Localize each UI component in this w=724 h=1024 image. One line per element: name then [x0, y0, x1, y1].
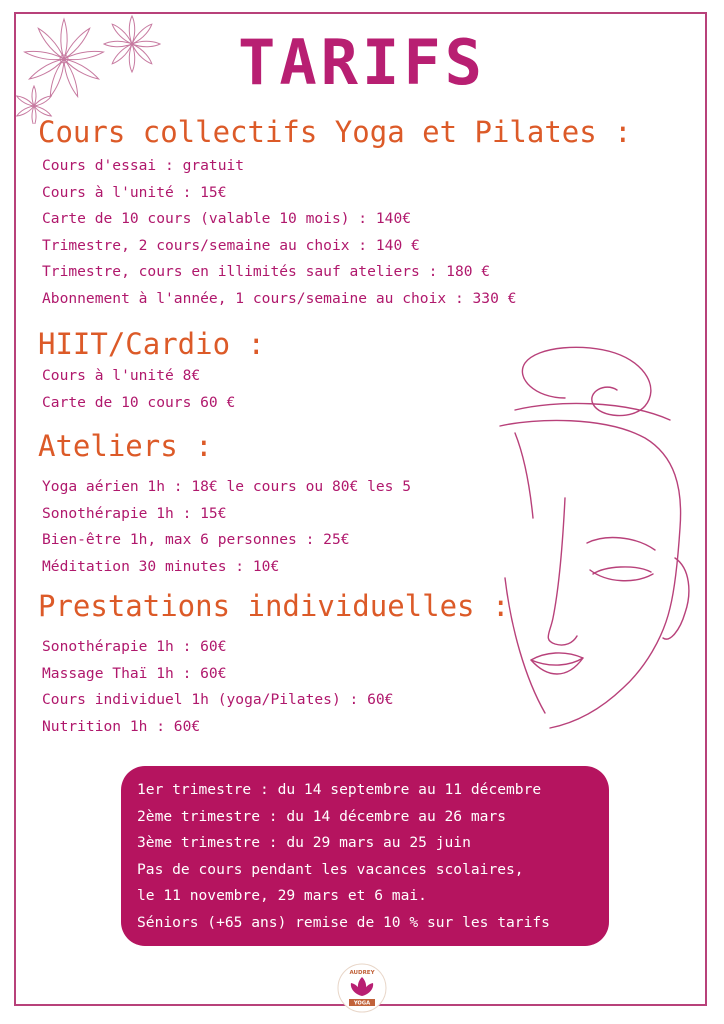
list-item: Carte de 10 cours (valable 10 mois) : 140€	[42, 210, 412, 227]
section-list-individuelles	[42, 634, 393, 740]
section-list-hiit	[42, 363, 235, 416]
info-line: Séniors (+65 ans) remise de 10 % sur les tarifs	[137, 913, 550, 931]
list-item: Méditation 30 minutes : 10€	[42, 557, 280, 575]
trimester-info-box	[121, 766, 609, 946]
info-line: 3ème trimestre : du 29 mars au 25 juin	[137, 834, 471, 851]
info-line: le 11 novembre, 29 mars et 6 mai.	[137, 887, 427, 904]
section-list-ateliers	[42, 474, 411, 580]
section-heading-ateliers: Ateliers :	[38, 429, 213, 463]
list-item: Cours d'essai : gratuit	[42, 157, 245, 174]
lotus-logo-icon	[336, 962, 388, 1014]
list-item: Sonothérapie 1h : 15€	[42, 504, 227, 522]
list-item: Cours à l'unité : 15€	[42, 183, 227, 201]
info-line: Pas de cours pendant les vacances scolaires,	[137, 860, 524, 878]
page-title: TARIFS	[238, 26, 486, 99]
list-item: Sonothérapie 1h : 60€	[42, 638, 227, 655]
section-heading-collectifs: Cours collectifs Yoga et Pilates :	[38, 115, 632, 149]
list-item: Carte de 10 cours 60 €	[42, 393, 236, 411]
list-item: Trimestre, 2 cours/semaine au choix : 140 €	[42, 236, 420, 254]
list-item: Bien-être 1h, max 6 personnes : 25€	[42, 531, 350, 548]
section-heading-individuelles: Prestations individuelles :	[38, 589, 510, 623]
buddha-face-line-art	[495, 338, 695, 733]
list-item: Nutrition 1h : 60€	[42, 717, 201, 735]
list-item: Massage Thaï 1h : 60€	[42, 664, 227, 682]
list-item: Cours individuel 1h (yoga/Pilates) : 60€	[42, 691, 394, 708]
list-item: Cours à l'unité 8€	[42, 367, 201, 384]
section-list-collectifs	[42, 153, 516, 312]
section-heading-hiit: HIIT/Cardio :	[38, 327, 265, 361]
list-item: Trimestre, cours en illimités sauf ateliers : 180 €	[42, 263, 491, 280]
logo-text-bottom: YOGA	[353, 1000, 371, 1007]
list-item: Abonnement à l'année, 1 cours/semaine au choix : 330 €	[42, 289, 517, 307]
logo-text-top: AUDREY	[349, 970, 375, 976]
list-item: Yoga aérien 1h : 18€ le cours ou 80€ les 5	[42, 478, 412, 495]
info-line: 2ème trimestre : du 14 décembre au 26 mars	[137, 807, 507, 825]
info-line: 1er trimestre : du 14 septembre au 11 décembre	[137, 781, 542, 798]
